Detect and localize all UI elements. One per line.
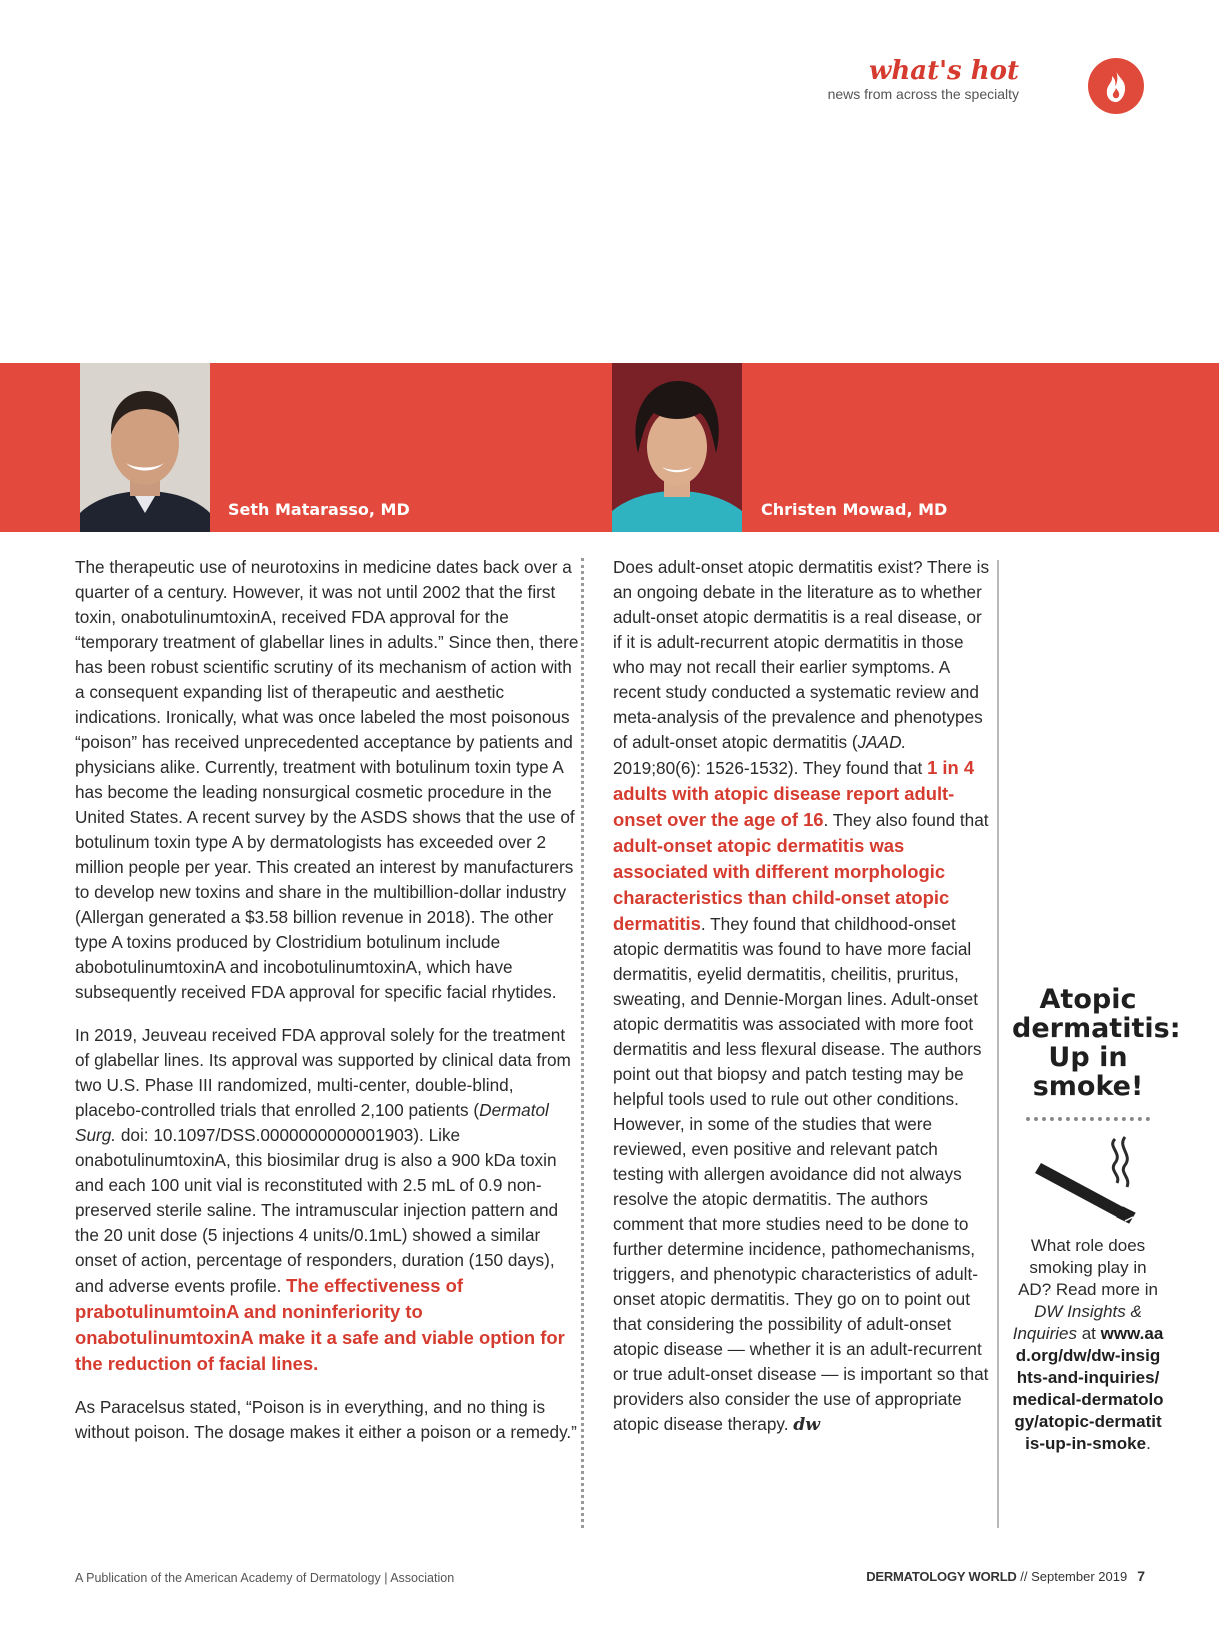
paragraph: As Paracelsus stated, “Poison is in everything, and no thing is without poison. The dosage makes it either a poison or a remedy.” bbox=[75, 1397, 577, 1442]
text: . bbox=[1146, 1434, 1151, 1453]
text: . They also found that bbox=[823, 810, 989, 830]
dotted-rule bbox=[1026, 1117, 1150, 1121]
flame-icon bbox=[1088, 58, 1144, 114]
sidebar-body bbox=[1012, 1235, 1164, 1455]
author-photo-mowad bbox=[612, 363, 742, 532]
issue-date: // September 2019 bbox=[1016, 1569, 1128, 1584]
journal-citation: JAAD. bbox=[857, 732, 907, 752]
article-link[interactable]: www.aad.org/dw/dw-insights-and-inquiries/medical-dermatology/atopic-dermatitis-up-in-smoke bbox=[1012, 1324, 1164, 1453]
text: Does adult-onset atopic dermatitis exist? There is an ongoing debate in the literature as to whether adult-onset atopic dermatitis is a real disease, or if it is adult-recurrent atopic dermatitis in those who may not recall their earlier symptoms. A recent study conducted a systematic review and meta-analysis of the prevalence and phenotypes of adult-onset atopic dermatitis ( bbox=[613, 557, 990, 752]
author-photo-matarasso bbox=[80, 363, 210, 532]
text: In 2019, Jeuveau received FDA approval solely for the treatment of glabellar lines. Its approval was supported by clinical data from two U.S. Phase III randomized, multi-center, double-blind, placebo-controlled trials that enrolled 2,100 patients ( bbox=[75, 1025, 571, 1120]
footer-publisher: A Publication of the American Academy of Dermatology | Association bbox=[75, 1571, 455, 1585]
author-name: Christen Mowad, MD bbox=[761, 500, 948, 519]
magazine-name: DERMATOLOGY WORLD bbox=[866, 1569, 1017, 1584]
text: What role does smoking play in AD? Read more in bbox=[1018, 1236, 1158, 1299]
author-name: Seth Matarasso, MD bbox=[228, 500, 410, 519]
section-subtitle: news from across the specialty bbox=[827, 86, 1019, 102]
paragraph: The therapeutic use of neurotoxins in medicine dates back over a quarter of a century. However, it was not until 2002 that the first toxin, onabotulinumtoxinA, received FDA approval for the “temporary treatment of glabellar lines in adults.” Since then, there has been robust scientific scrutiny of its mechanism of action with a consequent expanding list of therapeutic and aesthetic indications. Ironically, what was once labeled the most poisonous “poison” has received unprecedented acceptance by patients and physicians alike. Currently, treatment with botulinum toxin type A has become the leading nonsurgical cosmetic procedure in the United States. A recent survey by the ASDS shows that the use of botulinum toxin type A by dermatologists has exceeded over 2 million people per year. This created an interest by manufacturers to develop new toxins and share in the multibillion-dollar industry (Allergan generated a $3.58 billion revenue in 2018). The other type A toxins produced by Clostridium botulinum include abobotulinumtoxinA and incobotulinumtoxinA, which have subsequently received FDA approval for specific facial rhytides. bbox=[75, 557, 579, 1002]
publication-name: DW Insights & Inquiries bbox=[1012, 1302, 1142, 1343]
text: . They found that childhood-onset atopic dermatitis was found to have more facial dermatitis, eyelid dermatitis, cheilitis, pruritus, sweating, and Dennie-Morgan lines. Adult-onset atopic dermatitis was associated with more foot dermatitis and less flexural disease. The authors point out that biopsy and patch testing may be helpful tools used to rule out other conditions. However, in some of the studies that were reviewed, even positive and relevant patch testing with allergen avoidance did not always resolve the atopic dermatitis. The authors comment that more studies need to be done to further determine incidence, pathomechanisms, triggers, and phenotypic characteristics of adult-onset atopic dermatitis. They go on to point out that considering the possibility of adult-onset atopic disease — whether it is an adult-recurrent or true adult-onset disease — is important so that providers also consider the use of appropriate atopic disease therapy. bbox=[613, 914, 989, 1434]
sidebar-callout bbox=[1012, 984, 1181, 1455]
article-column-mowad bbox=[613, 555, 991, 1456]
text: 2019;80(6): 1526-1532). They found that bbox=[613, 758, 928, 778]
text: doi: 10.1097/DSS.0000000000001903). Like onabotulinumtoxinA, this biosimilar drug is also a 900 kDa toxin and each 100 unit vial is reconstituted with 2.5 mL of 0.9 non-preserved sterile saline. The intramuscular injection pattern and the 20 unit dose (5 injections 4 units/0.1mL) showed a similar onset of action, percentage of responders, duration (150 days), and adverse events profile. bbox=[75, 1125, 559, 1296]
cigarette-icon bbox=[1029, 1133, 1147, 1225]
article-column-matarasso bbox=[75, 555, 580, 1463]
sidebar-divider bbox=[997, 560, 999, 1528]
section-title: what's hot bbox=[868, 56, 1019, 86]
text: at bbox=[1076, 1324, 1101, 1343]
footer-folio bbox=[866, 1568, 1145, 1584]
paragraph bbox=[75, 1023, 580, 1377]
column-divider bbox=[581, 558, 584, 1528]
section-header bbox=[828, 56, 1019, 102]
highlight-text: 1 in 4 adults with atopic disease report adult-onset over the age of 16 bbox=[613, 757, 975, 830]
paragraph bbox=[613, 555, 991, 1438]
highlight-text: The effectiveness of prabotulinumtoinA and noninferiority to onabotulinumtoxinA make it a safe and viable option for the reduction of facial lines. bbox=[75, 1275, 565, 1374]
sidebar-title: Atopic dermatitis: Up in smoke! bbox=[1012, 984, 1181, 1102]
end-mark: dw bbox=[793, 1415, 821, 1435]
page-number: 7 bbox=[1137, 1568, 1145, 1584]
highlight-text: adult-onset atopic dermatitis was associated with different morphologic characteristics than child-onset atopic dermatitis bbox=[613, 835, 950, 934]
journal-citation: Dermatol Surg. bbox=[75, 1100, 549, 1145]
